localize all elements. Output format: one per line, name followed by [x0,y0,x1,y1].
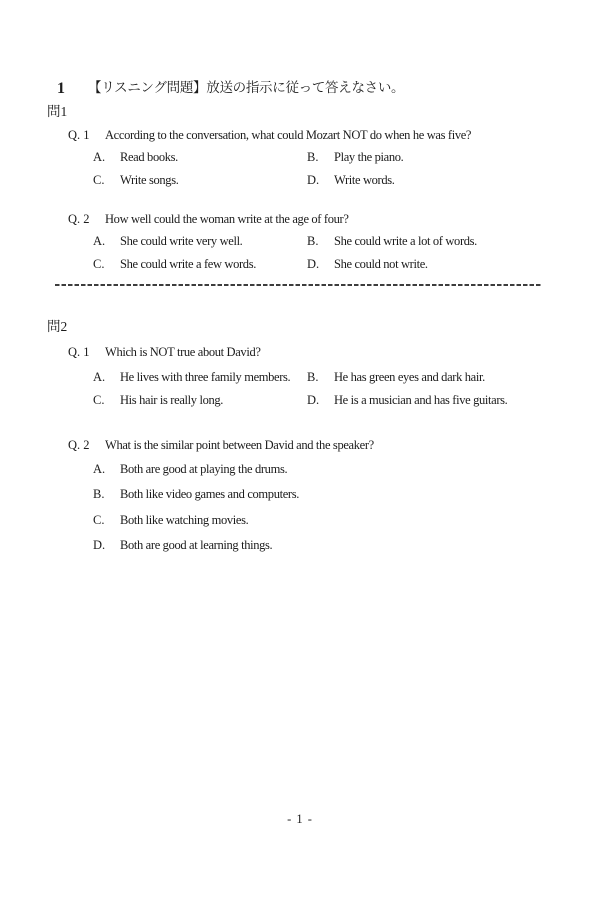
option-text: Both like video games and computers. [120,487,300,502]
option-letter: C. [93,393,105,407]
option-letter: A. [93,370,106,384]
option-d [307,392,507,415]
option-text: Write words. [334,173,395,187]
question-text: Which is NOT true about David? [105,345,261,359]
option-c [93,172,307,195]
option-letter: D. [307,393,320,407]
section-number: 1 [57,80,65,97]
option-c [93,392,307,415]
option-text: His hair is really long. [120,393,224,407]
problem-2-question-2-options [93,461,299,562]
option-letter: C. [93,173,105,187]
option-letter: D. [93,537,106,552]
problem-1-label: 問1 [47,104,68,119]
option-text: He lives with three family members. [120,370,291,384]
option-a [93,149,307,172]
option-letter: B. [307,370,319,384]
question-text: According to the conversation, what could Mozart NOT do when he was five? [105,128,472,142]
option-letter: B. [307,150,319,164]
problem-2-question-1-options [93,369,507,415]
problem-1-question-2-options [93,233,477,279]
problem-2-label: 問2 [47,319,68,334]
option-text: Read books. [120,150,178,164]
section-header [57,79,404,98]
option-letter: A. [93,462,106,476]
option-text: Both are good at playing the drums. [120,462,288,476]
option-letter: C. [93,257,105,271]
option-a [93,233,307,256]
problem-1-question-1 [68,127,471,144]
option-c [93,512,299,537]
page-number: - 1 - [287,812,313,826]
section-title: 【リスニング問題】放送の指示に従って答えなさい。 [88,80,405,95]
option-letter: D. [307,257,320,271]
option-d [93,537,299,562]
option-letter: A. [93,150,106,164]
question-text: How well could the woman write at the age of four? [105,212,349,226]
option-text: He has green eyes and dark hair. [334,370,485,384]
option-text: Play the piano. [334,150,404,164]
option-letter: C. [93,512,105,527]
option-letter: A. [93,234,106,248]
option-letter: B. [93,487,105,502]
option-a [93,461,299,486]
option-text: Write songs. [120,173,179,187]
problem-1-question-2 [68,211,349,228]
option-text: Both are good at learning things. [120,537,273,552]
option-text: She could not write. [334,257,428,271]
question-number: Q. 2 [68,212,90,226]
question-number: Q. 1 [68,345,90,359]
option-text: She could write very well. [120,234,243,248]
option-letter: B. [307,234,319,248]
option-b [307,149,403,172]
option-text: She could write a few words. [120,257,256,271]
option-text: She could write a lot of words. [334,234,477,248]
option-text: Both like watching movies. [120,512,249,527]
problem-2-question-2 [68,437,374,454]
problem-2-question-1 [68,344,261,361]
option-b [93,486,299,511]
question-number: Q. 2 [68,438,90,452]
option-letter: D. [307,173,320,187]
option-a [93,369,307,392]
option-text: He is a musician and has five guitars. [334,393,508,407]
option-b [307,369,507,392]
option-b [307,233,477,256]
question-number: Q. 1 [68,128,90,142]
option-d [307,172,403,195]
question-text: What is the similar point between David and the speaker? [105,438,374,452]
option-d [307,256,477,279]
problem-1-question-1-options [93,149,403,195]
option-c [93,256,307,279]
dashed-divider [55,284,542,286]
